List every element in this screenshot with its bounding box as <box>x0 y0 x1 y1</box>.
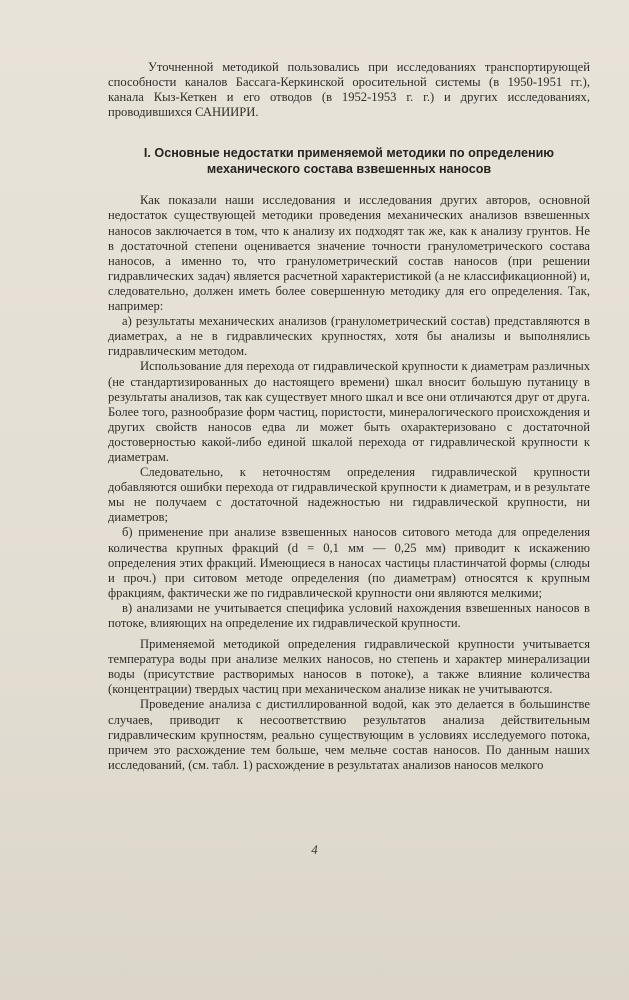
page-content <box>108 60 590 773</box>
list-item-a: а) результаты механических анализов (гранулометрический состав) представляются в диаметрах, а не в гидравлических крупностях, хотя бы анализы и выполнялись гидравлическим методом. <box>108 314 590 359</box>
list-item-c: в) анализами не учитывается специфика условий нахождения взвешенных наносов в потоке, влияющих на определение их гидравлической крупности. <box>108 600 590 630</box>
intro-paragraph: Уточненной методикой пользовались при исследованиях транспортирующей способности каналов Бассага-Керкинской оросительной системы (в 1950-1951 гг.), канала Кыз-Кеткен и его отводов (в 1952-1953 г. г.) и других исследованиях, проводившихся САНИИРИ. <box>108 60 590 120</box>
body-paragraph: Следовательно, к неточностям определения гидравлической крупности добавляются ошибки перехода от гидравлической крупности к диаметрам, и в результате мы не получаем с достаточной надежностью ни гидравлической крупности, ни диаметров; <box>108 465 590 525</box>
list-item-b: б) применение при анализе взвешенных наносов ситового метода для определения количества крупных фракций (d = 0,1 мм — 0,25 мм) приводит к искажению определения этих фракций. Имеющиеся в наносах частицы пластинчатой формы (слюды и проч.) при ситовом методе определения (по диаметрам) относятся к крупным фракциям, фактически же по гидравлической крупности они являются мелкими; <box>108 525 590 600</box>
section-title: I. Основные недостатки применяемой методики по определению механического состава взвешенных наносов <box>143 146 555 176</box>
page-number: 4 <box>311 842 318 857</box>
body-paragraph: Как показали наши исследования и исследования других авторов, основной недостаток существующей методики проведения механических анализов взвешенных наносов заключается в том, что к анализу их подходят так же, как к анализу грунтов. Не в достаточной степени оценивается значение точности гранулометрического состава наносов, а именно то, что гранулометрический состав наносов (при решении гидравлических задач) является расчетной характеристикой (а не классификационной) и, следовательно, должен иметь более совершенную методику для его определения. Так, например: <box>108 193 590 314</box>
body-paragraph: Применяемой методикой определения гидравлической крупности учитывается температура воды при анализе мелких наносов, но степень и характер минерализации воды (присутствие растворимых наносов в потоке), а также влияние количества (концентрации) твердых частиц при механическом анализе никак не учитываются. <box>108 637 590 697</box>
body-paragraph: Использование для перехода от гидравлической крупности к диаметрам различных (не стандартизированных до настоящего времени) шкал вносит большую путаницу в результаты анализов, так как существует много шкал и все они отличаются друг от друга. Более того, разнообразие форм частиц, пористости, минералогического происхождения и других свойств наносов едва ли может быть охарактеризовано с достаточной достоверностью какой-либо единой шкалой перехода от гидравлической крупности к диаметрам. <box>108 359 590 464</box>
body-paragraph: Проведение анализа с дистиллированной водой, как это делается в большинстве случаев, приводит к несоответствию результатов анализа действительным гидравлическим крупностям, реально существующим в условиях исследуемого потока, причем это расхождение тем больше, чем мельче состав наносов. По данным наших исследований, (см. табл. 1) расхождение в результатах анализов наносов мелкого <box>108 697 590 772</box>
